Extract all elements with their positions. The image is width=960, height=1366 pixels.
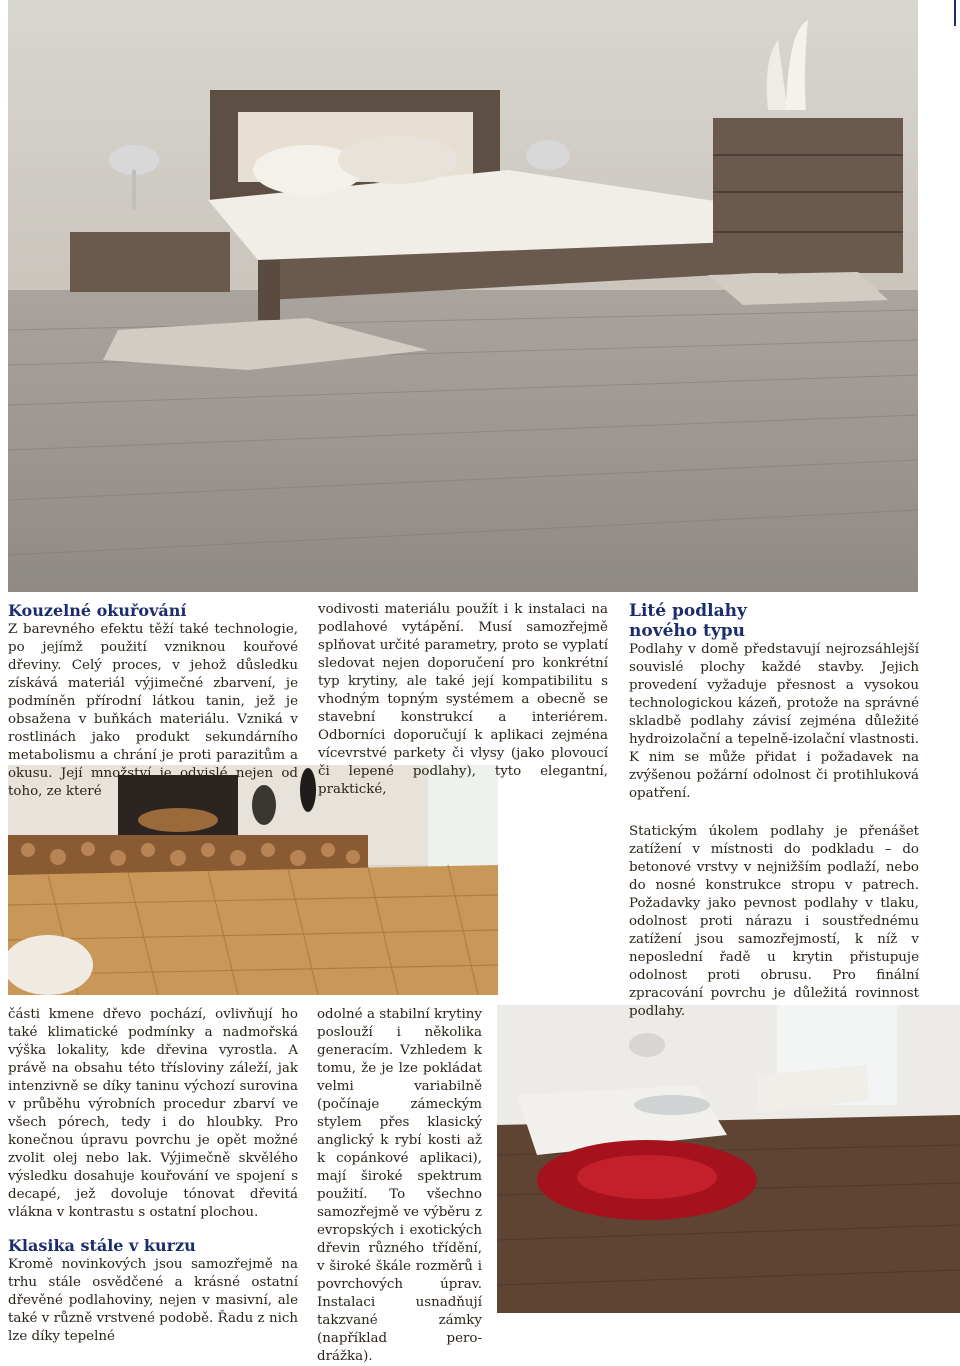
section-text-classics: Kromě novinkových jsou samozřejmě na trhu stále osvědčené a krásné ostatní dřevěné podlahoviny, nejen v masivní, ale také v různě vrstvené podobě. Řadu z nich lze díky tepelné xyxy=(8,1257,298,1344)
paragraph-gap xyxy=(629,803,919,823)
body-text-tanin: části kmene dřevo pochází, ovlivňují ho také klimatické podmínky a nadmořská výška lokality, kde dřevina vyrostla. A právě na obsahu této třísloviny záleží, jak intenzivně se díky taninu výchozí surovina v průběhu výrobních procedur zbarví ve všech pórech, tedy i do hloubky. Pro konečnou úpravu povrchu je opět možné zvolit olej nebo lak. Výjimečně skvělého výsledku dosahuje kouřování ve spojení s decapé, jež dovoluje tónovat dřevitá vlákna v kontrastu s ostatní plochou. xyxy=(8,1007,298,1220)
section-text-poured-floors-2: Statickým úkolem podlahy je přenášet zatížení v místnosti do podkladu – do betonové vrstvy v nejnižším podlaží, nebo do nosné konstrukce stropu v patrech. Požadavky jako pevnost podlahy v tlaku, odolnost proti nárazu i soustřednému zatížení jsou samozřejmostí, k níž v neposlední řadě u krytin přistupuje odolnost proti obrusu. Pro finální zpracování povrchu je důležitá rovinnost podlahy. xyxy=(629,824,919,1019)
body-text-heating: vodivosti materiálu použít i k instalaci na podlahové vytápění. Musí samozřejmě splňovat určité parametry, proto se vyplatí sledovat nejen doporučení pro konkrétní typ krytiny, ale také její kompatibilitu s vhodným topným systémem a obecně se stavební konstrukcí a interiérem. Odborníci doporučují k aplikaci zejména vícevrstvé parkety či vlysy (jako plovoucí či lepené podlahy), tyto elegantní, praktické, xyxy=(318,602,608,797)
column-1-bottom xyxy=(8,1006,298,1346)
section-heading-classics: Klasika stále v kurzu xyxy=(8,1236,196,1255)
column-1-top xyxy=(8,601,298,801)
column-3 xyxy=(629,601,919,1021)
body-text-parquet: odolné a stabilní krytiny poslouží i několika generacím. Vzhledem k tomu, že je lze pokládat velmi variabilně (počínaje zámeckým stylem přes klasický anglický k rybí kosti až k copánkové aplikaci), mají široké spektrum použití. To všechno samozřejmě ve výběru z evropských i exotických dřevin různého třídění, v široké škále rozměrů i povrchových úprav. Instalaci usnadňují takzvané zámky (například pero-drážka). xyxy=(317,1007,482,1364)
page-edge-marker xyxy=(954,0,956,26)
section-text-smoked-wood: Z barevného efektu těží také technologie, po jejímž použití vzniknou kouřové dřeviny. Celý proces, v jehož důsledku získává materiál výjimečné zbarvení, je podmíněn přírodní látkou tanin, jež je obsažena v buňkách materiálu. Vzniká v rostlinách jako produkt sekundárního metabolismu a chrání je proti parazitům a okusu. Její množství je odvislé nejen od toho, ze které xyxy=(8,622,298,799)
bedroom-photo xyxy=(8,0,918,592)
section-text-poured-floors-1: Podlahy v domě představují nejrozsáhlejší souvislé plochy každé stavby. Jejich provedení vyžaduje přesnost a vysokou technologickou kázeň, protože na správné skladbě podlahy závisí zejména důležité hydroizolační a tepelně-izolační vlastnosti. K nim se může přidat i požadavek na zvýšenou požární odolnost či protihluková opatření. xyxy=(629,642,919,801)
section-heading-smoked-wood: Kouzelné okuřování xyxy=(8,601,187,620)
column-2-bottom xyxy=(317,1006,482,1366)
section-heading-poured-floors-1: Lité podlahy xyxy=(629,601,747,621)
column-2-top xyxy=(318,601,608,799)
section-heading-poured-floors-2: nového typu xyxy=(629,621,745,641)
living-room-photo xyxy=(497,1005,960,1313)
